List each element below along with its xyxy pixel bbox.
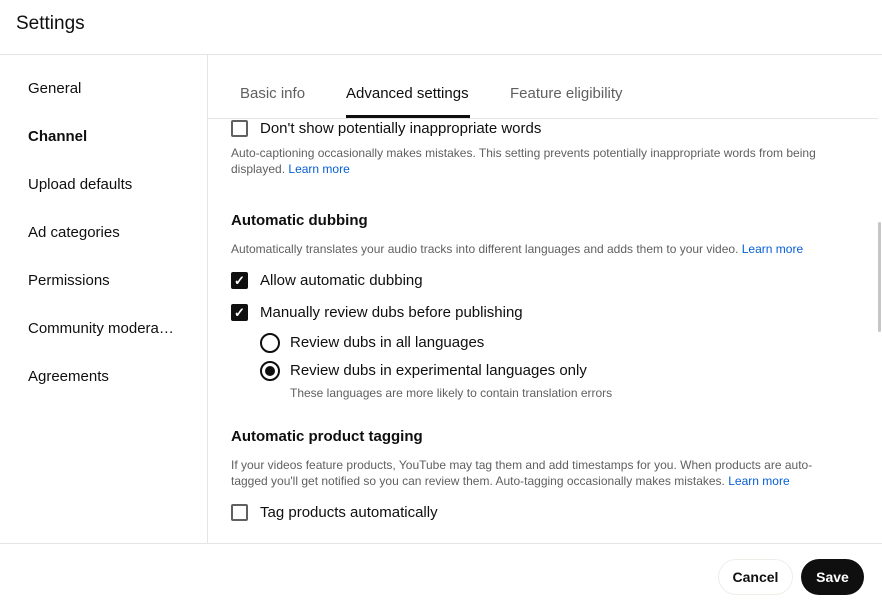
tag-products-label: Tag products automatically xyxy=(260,504,438,521)
review-all-languages-label: Review dubs in all languages xyxy=(290,334,485,351)
tab-advanced-settings[interactable]: Advanced settings xyxy=(346,85,469,102)
review-experimental-label: Review dubs in experimental languages only xyxy=(290,362,587,379)
allow-dubbing-checkbox[interactable] xyxy=(231,272,248,289)
sidebar-item-agreements[interactable]: Agreements xyxy=(28,368,109,385)
save-button[interactable]: Save xyxy=(801,559,864,595)
captions-description xyxy=(231,145,821,177)
review-dubs-checkbox[interactable] xyxy=(231,304,248,321)
review-experimental-radio[interactable] xyxy=(260,361,280,381)
sidebar-item-ad-categories[interactable]: Ad categories xyxy=(28,224,120,241)
tagging-desc-text: If your videos feature products, YouTube may tag them and add timestamps for you. When products are auto-tagged you'll get notified so you can review them. Auto-tagging occasionally makes mistakes. xyxy=(231,458,813,488)
sidebar-item-upload-defaults[interactable]: Upload defaults xyxy=(28,176,133,193)
tagging-learn-more-link[interactable]: Learn more xyxy=(728,474,790,488)
sidebar-item-general[interactable]: General xyxy=(28,80,82,97)
captions-learn-more-link[interactable]: Learn more xyxy=(288,162,350,176)
footer-divider xyxy=(0,543,882,544)
inappropriate-words-label: Don't show potentially inappropriate words xyxy=(260,120,542,137)
dubbing-learn-more-link[interactable]: Learn more xyxy=(741,242,804,256)
experimental-description: These languages are more likely to contain translation errors xyxy=(290,386,613,400)
tagging-heading: Automatic product tagging xyxy=(231,428,423,445)
tag-products-checkbox[interactable] xyxy=(231,504,248,521)
scrollbar[interactable] xyxy=(878,222,881,332)
tabs-divider xyxy=(208,118,878,119)
header-divider xyxy=(0,54,882,55)
sidebar-item-channel[interactable]: Channel xyxy=(28,128,88,145)
tagging-description xyxy=(231,457,831,489)
page-title: Settings xyxy=(16,13,85,34)
tab-basic-info[interactable]: Basic info xyxy=(240,85,306,102)
sidebar-item-permissions[interactable]: Permissions xyxy=(28,272,110,289)
dubbing-desc-text: Automatically translates your audio tracks into different languages and adds them to your video. xyxy=(231,242,739,256)
dubbing-heading: Automatic dubbing xyxy=(231,212,368,229)
dubbing-description xyxy=(231,241,851,257)
check-icon: ✓ xyxy=(234,273,245,288)
check-icon: ✓ xyxy=(234,305,245,320)
inappropriate-words-checkbox[interactable] xyxy=(231,120,248,137)
cancel-button[interactable]: Cancel xyxy=(718,559,793,595)
captions-desc-text: Auto-captioning occasionally makes mistakes. This setting prevents potentially inappropriate words from being displayed. xyxy=(231,146,816,176)
tab-feature-eligibility[interactable]: Feature eligibility xyxy=(510,85,623,102)
sidebar-divider xyxy=(207,55,208,543)
review-dubs-label: Manually review dubs before publishing xyxy=(260,304,523,321)
review-all-languages-radio[interactable] xyxy=(260,333,280,353)
allow-dubbing-label: Allow automatic dubbing xyxy=(260,272,423,289)
sidebar-item-community-moderation[interactable]: Community modera… xyxy=(28,320,174,337)
